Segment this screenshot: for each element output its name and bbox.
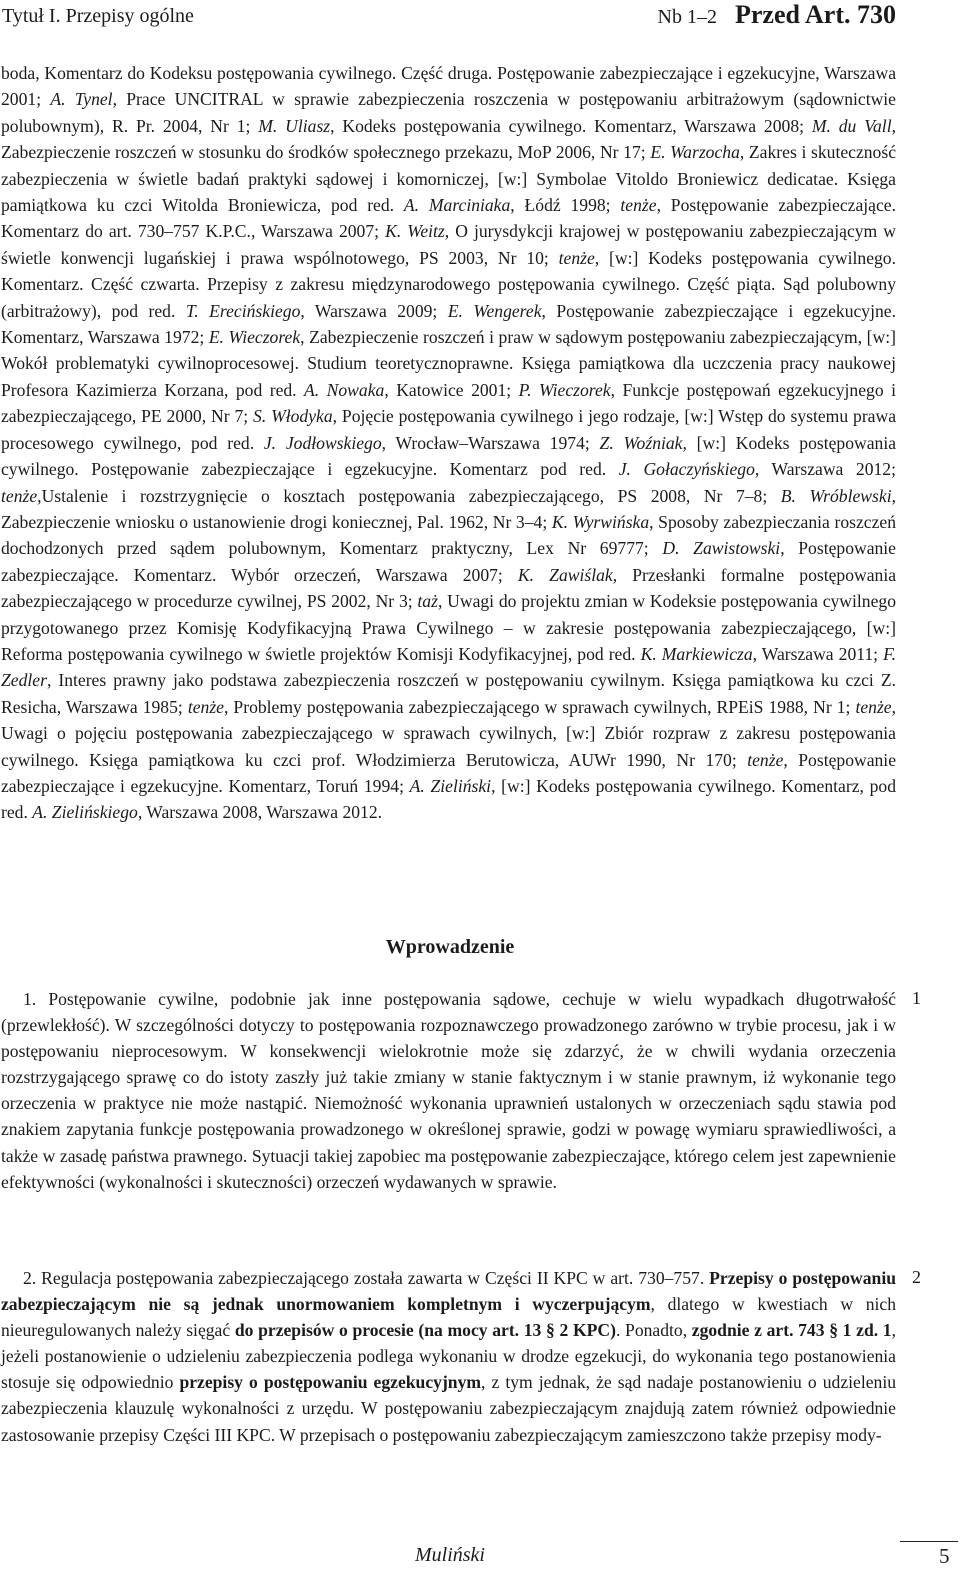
biblio-text: , Postępowanie zabezpieczające i egzekucyjne. Komentarz, Toruń 1994; xyxy=(1,749,897,796)
header-title-section: Tytuł I. Przepisy ogólne xyxy=(2,5,194,27)
biblio-author: P. Wieczorek xyxy=(518,379,611,400)
header-article: Przed Art. 730 xyxy=(734,0,896,29)
biblio-text: , Warszawa 2009; xyxy=(300,300,448,321)
biblio-text: , Zabezpieczenie roszczeń i praw w sądowym postępowaniu zabezpieczającym, [w:] Wokół problematyki cywilnoprocesowej. Studium teoretycznoprawne. Księga pamiątkowa dla uczczenia pracy naukowej Profesora Kazimierza Korzana, pod red. xyxy=(1,327,896,400)
biblio-author: K. Markiewicza xyxy=(640,643,753,664)
biblio-text: , Zakres i skuteczność zabezpieczenia w świetle badań praktyki sądowej i komorniczej, [w:] Symbolae Vitoldo Broniewicz dedicatae. Księga pamiątkowa ku czci Witolda Broniewicza, pod red. xyxy=(1,142,897,216)
biblio-author: B. Wróblewski xyxy=(780,485,892,506)
biblio-text: , Uwagi do projektu zmian w Kodeksie postępowania cywilnego przygotowanego przez Komisję Kodyfikacyjną Prawa Cywilnego – w zakresie postępowania zabezpieczającego, [w:] Reforma postępowania cywilnego w świetle projektów Komisji Kodyfikacyjnej, pod red. xyxy=(1,591,896,664)
paragraph-1: 1. Postępowanie cywilne, podobnie jak inne postępowania sądowe, cechuje w wielu wypadkach długotrwałość (przewlekłość). W szczególności dotyczy to postępowania rozpoznawczego prowadzonego zarówno w trybie procesu, jak i w postępowaniu nieprocesowym. W konsekwencji wielokrotnie może się zdarzyć, że w chwili wydania orzeczenia rozstrzygającego sprawę co do istoty zaszły już takie zmiany w stanie faktycznym i w stanie prawnym, iż wykonanie tego orzeczenia w praktyce nie może nastąpić. Niemożność wykonania uprawnień ustalonych w orzeczeniach sądu stawia pod znakiem zapytania funkcje postępowania prowadzonego w określonej sprawie, godzi w powagę wymiaru sprawiedliwości, a także w zasadę państwa prawnego. Sytuacji takiej zapobiec ma postępowanie zabezpieczające, którego celem jest zapewnienie efektywności (wykonalności i skuteczności) orzeczeń wydawanych w sprawie. xyxy=(1,989,896,1192)
biblio-text: , Pojęcie postępowania cywilnego i jego rodzaje, [w:] Wstęp do systemu prawa procesowego cywilnego, pod red. xyxy=(1,406,896,453)
biblio-text: , [w:] Kodeks postępowania cywilnego. Postępowanie zabezpieczające i egzekucyjne. Komentarz pod red. xyxy=(1,432,897,480)
paragraph-2 xyxy=(1,1265,896,1448)
biblio-author: A. Tynel xyxy=(50,89,113,110)
biblio-author: tenże xyxy=(747,749,784,770)
paragraph-emphasis: Przepisy o postępowaniu zabezpieczającym nie są jednak unormowaniem kompletnym i wyczerpującym xyxy=(1,1268,896,1315)
footer-author: Muliński xyxy=(415,1544,485,1566)
biblio-text: , Warszawa 2011; xyxy=(752,643,884,664)
biblio-text: , Problemy postępowania zabezpieczającego w sprawach cywilnych, RPEiS 1988, Nr 1; xyxy=(223,696,856,717)
biblio-author: A. Marciniaka xyxy=(403,195,511,216)
biblio-author: E. Wieczorek xyxy=(208,327,301,348)
biblio-author: K. Zawiślak xyxy=(517,564,613,585)
biblio-text: , Łódź 1998; xyxy=(510,195,621,216)
biblio-author: T. Erecińskiego xyxy=(185,300,301,321)
biblio-author: J. Gołaczyńskiego xyxy=(618,459,755,480)
biblio-author: A. Zieliński xyxy=(409,775,492,796)
paragraph-text: , jeżeli postanowienie o udzieleniu zabezpieczenia podlega wykonaniu w drodze egzekucji, do wykonania tego postanowienia stosuje się odpowiednio xyxy=(1,1320,897,1393)
biblio-author: tenże xyxy=(187,696,224,717)
biblio-text: , Zabezpieczenie wniosku o ustanowienie drogi koniecznej, Pal. 1962, Nr 3–4; xyxy=(1,485,896,532)
biblio-author: tenże, xyxy=(1,485,42,506)
biblio-text: , Prace UNCITRAL w sprawie zabezpieczenia roszczenia w postępowaniu arbitrażowym (sądownictwie polubownym), R. Pr. 2004, Nr 1; xyxy=(1,89,896,136)
biblio-author: F. Zedler xyxy=(1,643,896,691)
paragraph-text: , z tym jednak, że sąd nadaje postanowieniu o udzieleniu zabezpieczenia klauzulę wykonalności z urzędu. W postępowaniu zabezpieczającym znajdują zatem również odpowiednie zastosowanie przepisy Części III KPC. W przepisach o postępowaniu zabezpieczającym zamieszczono także przepisy mody- xyxy=(1,1372,897,1445)
biblio-text: , Postępowanie zabezpieczające. Komentarz. Wybór orzeczeń, Warszawa 2007; xyxy=(1,538,896,585)
biblio-text: , Interes prawny jako podstawa zabezpieczenia roszczeń w postępowaniu cywilnym. Księga pamiątkowa ku czci Z. Resicha, Warszawa 1985; xyxy=(1,670,896,717)
biblio-author: J. Jodłowskiego xyxy=(263,432,382,453)
paragraph-emphasis: zgodnie z art. 743 § 1 zd. 1 xyxy=(691,1320,892,1341)
bibliography xyxy=(1,60,896,826)
biblio-text: , Warszawa 2012; xyxy=(754,459,896,480)
biblio-author: M. Uliasz xyxy=(258,115,331,136)
biblio-author: D. Zawistowski xyxy=(662,538,781,559)
biblio-author: S. Włodyka xyxy=(253,406,333,427)
biblio-text: Ustalenie i rozstrzygnięcie o kosztach postępowania zabezpieczającego, PS 2008, Nr 7–8; xyxy=(41,485,781,506)
page-number: 5 xyxy=(939,1544,950,1568)
biblio-text: , Katowice 2001; xyxy=(384,379,519,400)
margin-number-1: 1 xyxy=(912,988,921,1008)
biblio-author: tenże xyxy=(620,195,657,216)
biblio-author: E. Wengerek xyxy=(447,300,542,321)
biblio-author: Z. Woźniak xyxy=(599,432,683,453)
biblio-author: M. du Vall xyxy=(811,115,892,136)
biblio-text: , [w:] Kodeks postępowania cywilnego. Komentarz. Część czwarta. Przepisy z zakresu międzynarodowego postępowania cywilnego. Część piąta. Sąd polubowny (arbitrażowy), pod red. xyxy=(1,247,897,321)
biblio-text: , Warszawa 2008, Warszawa 2012. xyxy=(137,802,383,823)
biblio-text: , Przesłanki formalne postępowania zabezpieczającego w procedurze cywilnej, PS 2002, Nr 3; xyxy=(1,564,897,612)
biblio-author: K. Weitz xyxy=(385,221,445,242)
biblio-text: , Wrocław–Warszawa 1974; xyxy=(381,432,600,453)
biblio-author: A. Zielińskiego xyxy=(32,802,138,823)
biblio-author: tenże xyxy=(855,696,892,717)
paragraph-text: , dlatego w kwestiach w nich nieuregulowanych należy sięgać xyxy=(1,1294,896,1341)
biblio-author: A. Nowaka xyxy=(304,379,385,400)
biblio-text: boda, Komentarz do Kodeksu postępowania cywilnego. Część druga. Postępowanie zabezpieczające i egzekucyjne, Warszawa 2001; xyxy=(1,63,896,110)
header-margin-numbers: Nb 1–2 xyxy=(657,6,717,28)
header-article-ref xyxy=(658,0,896,30)
paragraph-text: . Ponadto, xyxy=(615,1320,692,1341)
paragraph-emphasis: do przepisów o procesie (na mocy art. 13 § 2 KPC) xyxy=(234,1320,616,1341)
biblio-text: , Sposoby zabezpieczania roszczeń dochodzonych przed sądem polubownym, Komentarz praktyczny, Lex Nr 69777; xyxy=(1,511,896,559)
running-header xyxy=(0,0,960,34)
biblio-text: , [w:] Kodeks postępowania cywilnego. Komentarz, pod red. xyxy=(1,775,896,823)
biblio-text: , O jurysdykcji krajowej w postępowaniu zabezpieczającym w świetle konwencji lugańskiej i prawa wspólnotowego, PS 2003, Nr 10; xyxy=(1,221,896,268)
biblio-text: , Uwagi o pojęciu postępowania zabezpieczającego w sprawach cywilnych, [w:] Zbiór rozpraw z zakresu postępowania cywilnego. Księga pamiątkowa ku czci prof. Włodzimierza Berutowicza, AUWr 1990, Nr 170; xyxy=(1,696,897,770)
biblio-text: , Kodeks postępowania cywilnego. Komentarz, Warszawa 2008; xyxy=(330,115,812,136)
biblio-text: , Postępowanie zabezpieczające. Komentarz do art. 730–757 K.P.C., Warszawa 2007; xyxy=(1,195,897,242)
biblio-author: tenże xyxy=(558,247,595,268)
biblio-author: E. Warzocha xyxy=(650,142,740,163)
paragraph-text: 2. Regulacja postępowania zabezpieczającego została zawarta w Części II KPC w art. 730–757. xyxy=(23,1268,710,1288)
margin-number-2: 2 xyxy=(912,1267,921,1287)
biblio-text: , Funkcje postępowań egzekucyjnego i zabezpieczającego, PE 2000, Nr 7; xyxy=(1,379,896,427)
biblio-author: K. Wyrwińska xyxy=(551,511,650,532)
biblio-author: taż xyxy=(417,591,438,612)
biblio-text: , Postępowanie zabezpieczające i egzekucyjne. Komentarz, Warszawa 1972; xyxy=(1,300,896,348)
paragraph-emphasis: przepisy o postępowaniu egzekucyjnym xyxy=(179,1372,482,1393)
biblio-text: , Zabezpieczenie roszczeń w stosunku do środków społecznego przekazu, MoP 2006, Nr 17; xyxy=(1,115,896,163)
section-heading: Wprowadzenie xyxy=(385,936,515,958)
footer-rule xyxy=(900,1541,958,1542)
